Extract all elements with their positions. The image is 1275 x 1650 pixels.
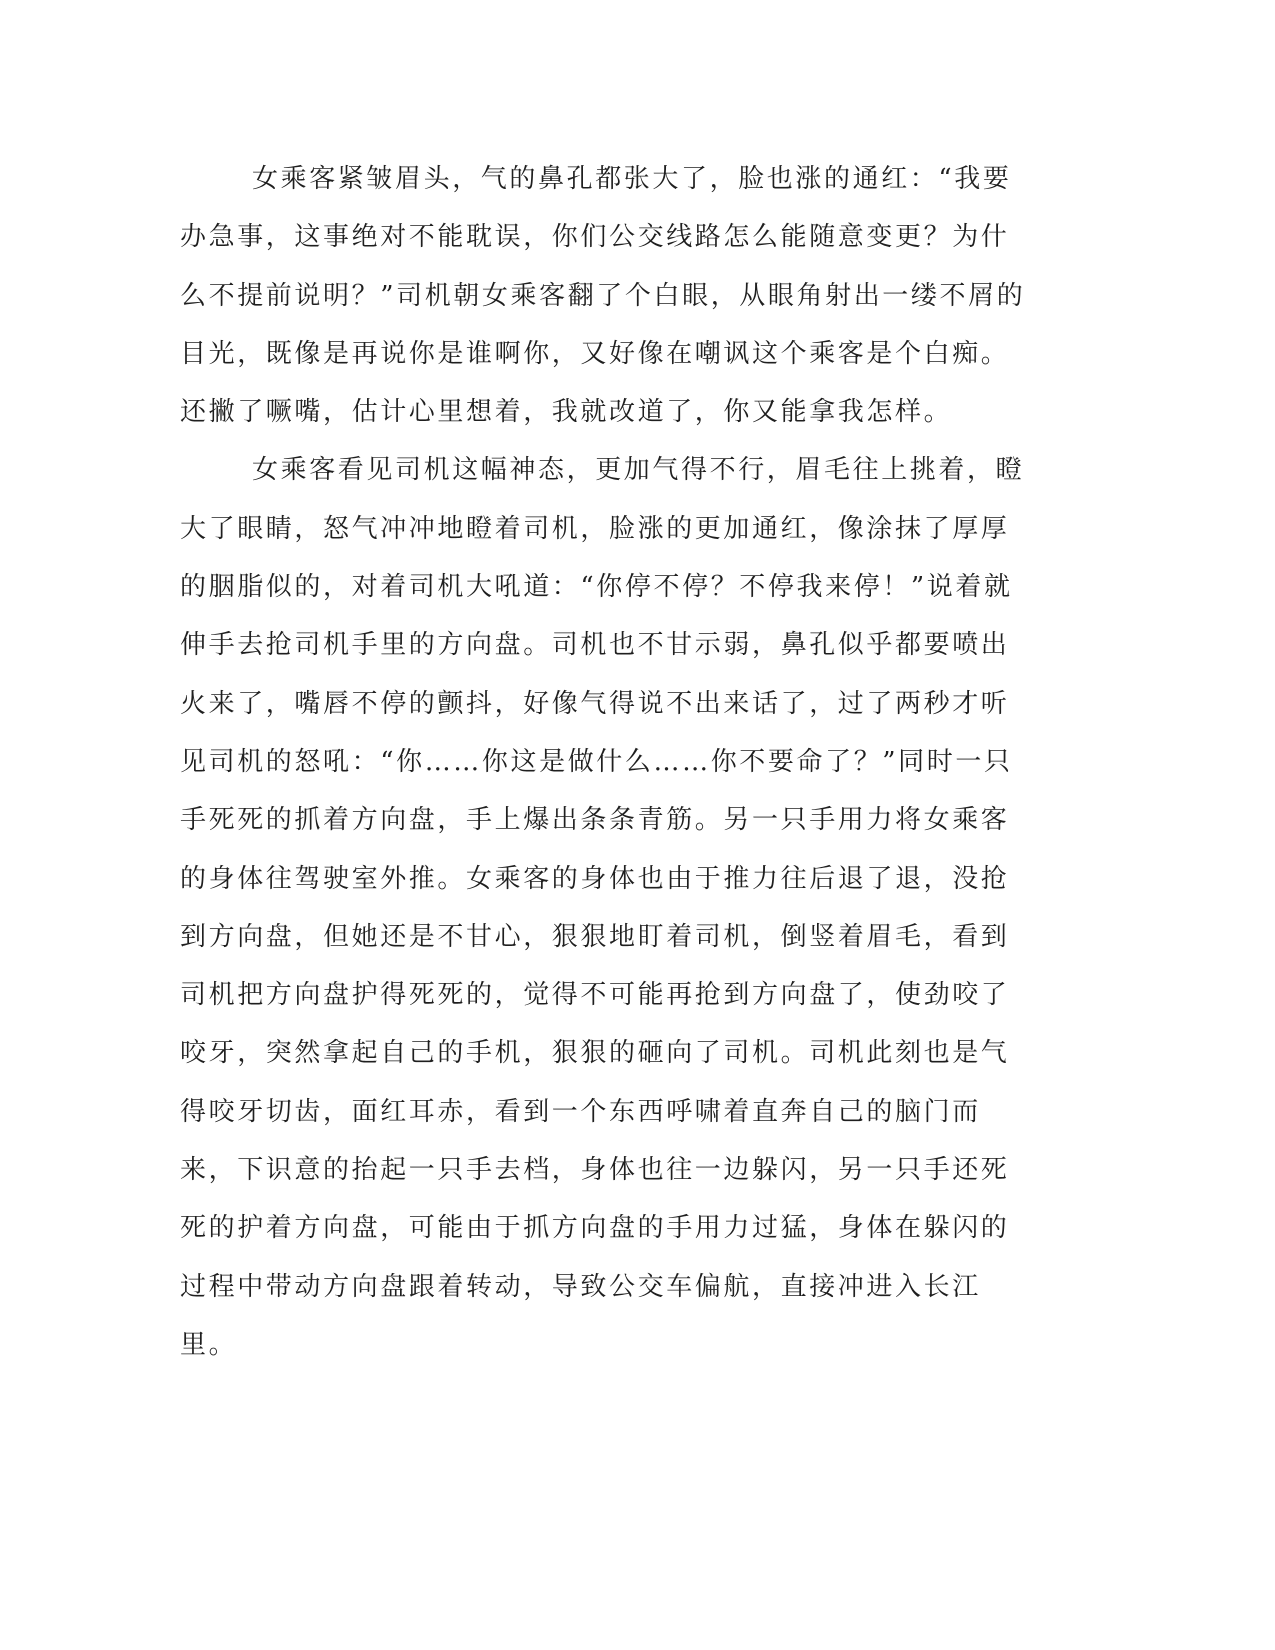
paragraph-1: 女乘客紧皱眉头，气的鼻孔都张大了，脸也涨的通红：“我要办急事，这事绝对不能耽误，你们公交线路怎么能随意变更？为什么不提前说明？”司机朝女乘客翻了个白眼，从眼角射出一缕不屑的目光，既像是再说你是谁啊你，又好像在嘲讽这个乘客是个白痴。还撇了噘嘴，估计心里想着，我就改道了，你又能拿我怎样。 [180,164,1026,428]
paragraph-2: 女乘客看见司机这幅神态，更加气得不行，眉毛往上挑着，瞪大了眼睛，怒气冲冲地瞪着司机，脸涨的更加通红，像涂抹了厚厚的胭脂似的，对着司机大吼道：“你停不停？不停我来停！”说着就伸手去抢司机手里的方向盘。司机也不甘示弱，鼻孔似乎都要喷出火来了，嘴唇不停的颤抖，好像气得说不出来话了，过了两秒才听见司机的怒吼：“你……你这是做什么……你不要命了？”同时一只手死死的抓着方向盘，手上爆出条条青筋。另一只手用力将女乘客的身体往驾驶室外推。女乘客的身体也由于推力往后退了退，没抢到方向盘，但她还是不甘心，狠狠地盯着司机，倒竖着眉毛，看到司机把方向盘护得死死的，觉得不可能再抢到方向盘了，使劲咬了咬牙，突然拿起自己的手机，狠狠的砸向了司机。司机此刻也是气得咬牙切齿，面红耳赤，看到一个东西呼啸着直奔自己的脑门而来，下识意的抬起一只手去档，身体也往一边躲闪，另一只手还死死的护着方向盘，可能由于抓方向盘的手用力过猛，身体在躲闪的过程中带动方向盘跟着转动，导致公交车偏航，直接冲进入长江里。 [180,455,1025,1360]
document-body [180,150,1030,1374]
